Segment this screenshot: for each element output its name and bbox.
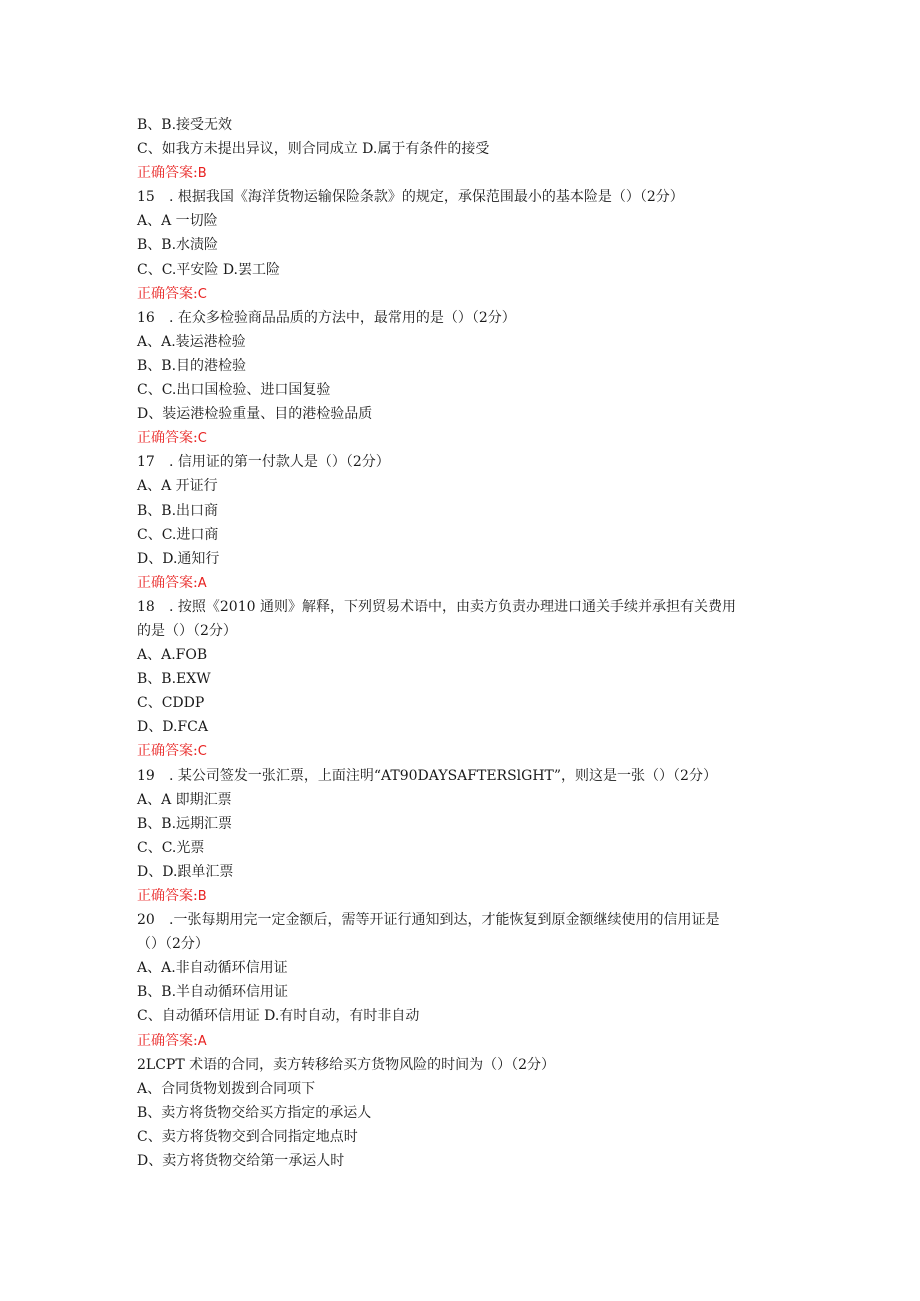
answer-label: 正确答案: [137, 285, 198, 302]
answer-line [137, 571, 797, 595]
option-line: D、卖方将货物交给第一承运人时 [137, 1153, 345, 1170]
option-line: B、B.水渍险 [137, 237, 219, 254]
answer-value: B [197, 166, 207, 182]
option-line: B、B.半自动循环信用证 [137, 984, 289, 1001]
option-line: C、如我方未提出异议，则合同成立 D.属于有条件的接受 [137, 141, 490, 158]
answer-value: C [197, 431, 207, 447]
answer-label: 正确答案: [137, 574, 198, 591]
question-text: .一张每期用完一定金额后，需等开证行通知到达，才能恢复到原金额继续使用的信用证是 [169, 912, 720, 929]
option-line: C、自动循环信用证 D.有时自动，有时非自动 [137, 1008, 420, 1025]
question-number: 20 [137, 912, 155, 929]
answer-label: 正确答案: [137, 888, 198, 904]
exam-document [137, 113, 797, 1173]
option-line: A、A.装运港检验 [137, 333, 246, 350]
question-text-continued: 的是（）（2分） [137, 622, 237, 639]
answer-value: C [197, 286, 207, 302]
question-line [137, 595, 797, 619]
option-line: B、B.目的港检验 [137, 357, 247, 374]
answer-value: A [197, 1033, 207, 1049]
question-text-continued: （）（2分） [137, 936, 209, 953]
answer-label: 正确答案: [137, 743, 198, 760]
question-line: 2LCPT 术语的合同，卖方转移给买方货物风险的时间为（）（2分） [137, 1056, 556, 1073]
question-number: 15 [137, 189, 155, 206]
answer-line [137, 1029, 797, 1053]
question-line [137, 450, 797, 474]
question-line [137, 185, 797, 209]
question-text: . 根据我国《海洋货物运输保险条款》的规定，承保范围最小的基本险是（）（2分） [169, 189, 684, 206]
question-text: . 按照《2010 通则》解释，下列贸易术语中，由卖方负责办理进口通关手续并承担有关费用 [169, 598, 736, 615]
answer-line [137, 161, 797, 185]
question-line [137, 306, 797, 330]
option-line: A、合同货物划拨到合同项下 [137, 1080, 316, 1097]
answer-line [137, 884, 797, 908]
option-line: D、D.通知行 [137, 550, 220, 567]
option-line: C、C.进口商 [137, 526, 219, 543]
option-line: C、C.出口国检验、进口国复验 [137, 382, 331, 399]
answer-value: B [197, 889, 207, 904]
option-line: A、A 一切险 [137, 213, 218, 230]
answer-line [137, 282, 797, 306]
question-number: 16 [137, 309, 155, 326]
question-text: . 某公司签发一张汇票，上面注明“AT90DAYSAFTERSlGHT”，则这是一张（）（2分） [169, 767, 717, 784]
option-line: C、卖方将货物交到合同指定地点时 [137, 1128, 358, 1145]
question-line [137, 764, 797, 788]
option-line: A、A 即期汇票 [137, 791, 232, 808]
question-number: 19 [137, 767, 155, 784]
option-line: B、B.远期汇票 [137, 815, 233, 832]
option-line: C、CDDP [137, 695, 205, 712]
option-line: A、A.FOB [137, 647, 208, 664]
question-text: . 信用证的第一付款人是（）（2分） [169, 454, 390, 471]
answer-label: 正确答案: [137, 1032, 198, 1049]
answer-label: 正确答案: [137, 165, 198, 182]
option-line: A、A 开证行 [137, 478, 218, 495]
option-line: D、D.跟单汇票 [137, 863, 234, 880]
option-line: B、B.接受无效 [137, 117, 233, 133]
option-line: B、B.EXW [137, 671, 211, 688]
option-line: D、D.FCA [137, 719, 208, 736]
question-text: . 在众多检验商品品质的方法中，最常用的是（）（2分） [169, 309, 516, 326]
question-number: 17 [137, 454, 155, 471]
option-line: D、装运港检验重量、目的港检验品质 [137, 406, 373, 423]
answer-value: A [197, 575, 207, 591]
option-line: A、A.非自动循环信用证 [137, 960, 288, 977]
option-line: C、C.平安险 D.罢工险 [137, 261, 281, 278]
question-number: 18 [137, 598, 155, 615]
answer-value: C [197, 744, 207, 760]
answer-label: 正确答案: [137, 430, 198, 447]
question-line [137, 908, 797, 932]
option-line: B、卖方将货物交给买方指定的承运人 [137, 1104, 372, 1121]
answer-line [137, 739, 797, 763]
option-line: B、B.出口商 [137, 502, 219, 519]
answer-line [137, 426, 797, 450]
option-line: C、C.光票 [137, 839, 205, 856]
